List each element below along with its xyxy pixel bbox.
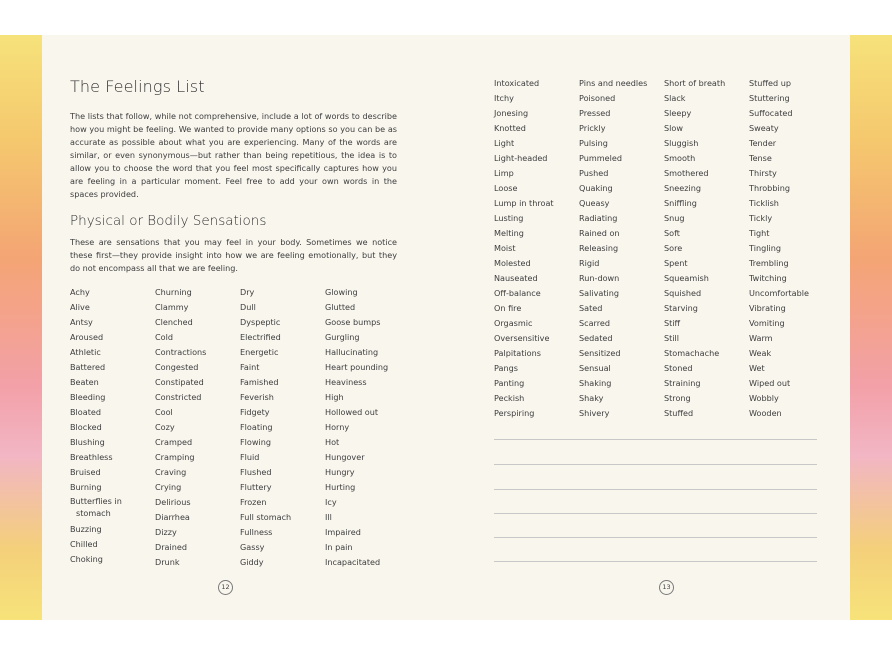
feeling-word: Sedated	[579, 333, 613, 343]
feeling-word: Shivery	[579, 408, 610, 418]
feeling-word: Tingling	[749, 243, 781, 253]
write-in-line[interactable]	[494, 537, 817, 538]
word-column-2	[155, 285, 206, 570]
feeling-word: Straining	[664, 378, 701, 388]
feeling-word: Light-headed	[494, 153, 548, 163]
feeling-word: High	[325, 392, 344, 402]
feeling-word: Glutted	[325, 302, 356, 312]
feeling-word: Palpitations	[494, 348, 541, 358]
feeling-word: Congested	[155, 362, 199, 372]
feeling-word: Floating	[240, 422, 273, 432]
feeling-word: Pummeled	[579, 153, 622, 163]
feeling-word: Blocked	[70, 422, 102, 432]
feeling-word: Rained on	[579, 228, 620, 238]
feeling-word: Chilled	[70, 539, 98, 549]
feeling-word: Smothered	[664, 168, 709, 178]
write-in-line[interactable]	[494, 464, 817, 465]
feeling-word: Clenched	[155, 317, 193, 327]
feeling-word: Lusting	[494, 213, 524, 223]
feeling-word: Energetic	[240, 347, 279, 357]
feeling-word: Frozen	[240, 497, 267, 507]
feeling-word: Rigid	[579, 258, 600, 268]
word-column-7	[664, 76, 725, 421]
feeling-word: Squeamish	[664, 273, 709, 283]
intro-paragraph: The lists that follow, while not comprehensive, include a lot of words to describe how you might be feeling. We wanted to provide many options so you can be as accurate as possible about what you are experiencing. Many of the words are similar, or even synonymous—but rather than being repetitious, the idea is to allow you to choose the word that you feel most specifically captures how you are feeling in a particular moment. Feel free to add your own words in the spaces provided.	[70, 111, 397, 199]
feeling-word: Giddy	[240, 557, 264, 567]
write-in-line[interactable]	[494, 513, 817, 514]
feeling-word: Quaking	[579, 183, 613, 193]
feeling-word: Bloated	[70, 407, 102, 417]
feeling-word: Contractions	[155, 347, 207, 357]
feeling-word: Nauseated	[494, 273, 538, 283]
feeling-word: Hurting	[325, 482, 356, 492]
feeling-word: Antsy	[70, 317, 93, 327]
feeling-word: Moist	[494, 243, 516, 253]
right-page	[446, 35, 850, 620]
feeling-word: Tense	[749, 153, 772, 163]
feeling-word: Stuttering	[749, 93, 790, 103]
feeling-word: Hallucinating	[325, 347, 379, 357]
feeling-word: Intoxicated	[494, 78, 540, 88]
write-in-line[interactable]	[494, 561, 817, 562]
feeling-word: Buzzing	[70, 524, 102, 534]
feeling-word: Still	[664, 333, 680, 343]
feeling-word: Suffocated	[749, 108, 793, 118]
feeling-word: Crying	[155, 482, 182, 492]
feeling-word: Hollowed out	[325, 407, 379, 417]
feeling-word: Panting	[494, 378, 525, 388]
feeling-word: Craving	[155, 467, 187, 477]
feeling-word: Constricted	[155, 392, 202, 402]
feeling-word: Sneezing	[664, 183, 701, 193]
feeling-word: Cramping	[155, 452, 195, 462]
feeling-word: Choking	[70, 554, 103, 564]
feeling-word: Lump in throat	[494, 198, 554, 208]
feeling-word: Hot	[325, 437, 340, 447]
feeling-word: Strong	[664, 393, 691, 403]
feeling-word: Drunk	[155, 557, 180, 567]
feeling-word: Famished	[240, 377, 279, 387]
feeling-word: Bruised	[70, 467, 101, 477]
feeling-word: Cold	[155, 332, 173, 342]
feeling-word: Wet	[749, 363, 765, 373]
feeling-word: Sated	[579, 303, 603, 313]
feeling-word: Vibrating	[749, 303, 786, 313]
feeling-word: Loose	[494, 183, 518, 193]
feeling-word: Uncomfortable	[749, 288, 809, 298]
left-edge-gradient	[0, 35, 42, 620]
feeling-word: Heart pounding	[325, 362, 389, 372]
feeling-word: Starving	[664, 303, 698, 313]
feeling-word: Tight	[749, 228, 770, 238]
feeling-word: Pangs	[494, 363, 518, 373]
feeling-word: Perspiring	[494, 408, 535, 418]
feeling-word: Itchy	[494, 93, 514, 103]
feeling-word: Wooden	[749, 408, 782, 418]
feeling-word: Sleepy	[664, 108, 692, 118]
feeling-word: Fidgety	[240, 407, 270, 417]
feeling-word: Sensual	[579, 363, 611, 373]
feeling-word: Sluggish	[664, 138, 699, 148]
feeling-word: Molested	[494, 258, 531, 268]
feeling-word: Dyspeptic	[240, 317, 281, 327]
feeling-word: Prickly	[579, 123, 606, 133]
feeling-word: Slow	[664, 123, 683, 133]
feeling-word: Jonesing	[494, 108, 529, 118]
feeling-word: Fluttery	[240, 482, 272, 492]
feeling-word: Sniffling	[664, 198, 697, 208]
feeling-word: Shaky	[579, 393, 604, 403]
word-column-4	[325, 285, 388, 570]
section-heading: Physical or Bodily Sensations	[70, 213, 267, 229]
feeling-word: Smooth	[664, 153, 696, 163]
feeling-word: Salivating	[579, 288, 620, 298]
feeling-word: Scarred	[579, 318, 610, 328]
feeling-word: Soft	[664, 228, 680, 238]
feeling-word: Dry	[240, 287, 255, 297]
feeling-word: Peckish	[494, 393, 525, 403]
feeling-word: Tickly	[749, 213, 773, 223]
feeling-word: Hungover	[325, 452, 365, 462]
feeling-word: Heaviness	[325, 377, 367, 387]
feeling-word: Cozy	[155, 422, 175, 432]
feeling-word: Run-down	[579, 273, 620, 283]
feeling-word: Achy	[70, 287, 90, 297]
feeling-word: Clammy	[155, 302, 189, 312]
page-number: 12	[218, 580, 233, 595]
word-column-1	[70, 285, 140, 567]
section-intro-paragraph: These are sensations that you may feel in your body. Sometimes we notice these first—they provide insight into how we are feeling emotionally, but they do not encompass all that we are feeling.	[70, 237, 397, 273]
feeling-word: Sensitized	[579, 348, 621, 358]
feeling-word: Poisoned	[579, 93, 616, 103]
feeling-word: Wobbly	[749, 393, 779, 403]
feeling-word: Horny	[325, 422, 350, 432]
feeling-word: Oversensitive	[494, 333, 550, 343]
feeling-word: Sweaty	[749, 123, 779, 133]
feeling-word: Slack	[664, 93, 686, 103]
feeling-word: Pulsing	[579, 138, 608, 148]
feeling-word: Snug	[664, 213, 685, 223]
feeling-word: Butterflies in stomach	[70, 496, 122, 518]
feeling-word: Diarrhea	[155, 512, 190, 522]
feeling-word: Full stomach	[240, 512, 292, 522]
feeling-word: Battered	[70, 362, 106, 372]
feeling-word: Glowing	[325, 287, 358, 297]
feeling-word: Spent	[664, 258, 688, 268]
feeling-word: Pins and needles	[579, 78, 648, 88]
feeling-word: Aroused	[70, 332, 104, 342]
feeling-word: Faint	[240, 362, 260, 372]
left-page	[42, 35, 446, 620]
book-spread	[42, 35, 850, 620]
feeling-word: Radiating	[579, 213, 618, 223]
feeling-word: Cramped	[155, 437, 193, 447]
feeling-word: Shaking	[579, 378, 612, 388]
feeling-word: Goose bumps	[325, 317, 381, 327]
feeling-word: Short of breath	[664, 78, 726, 88]
feeling-word: Wiped out	[749, 378, 791, 388]
feeling-word: Ticklish	[749, 198, 779, 208]
feeling-word: Burning	[70, 482, 102, 492]
feeling-word: Pushed	[579, 168, 609, 178]
feeling-word: Pressed	[579, 108, 611, 118]
feeling-word: Ill	[325, 512, 332, 522]
feeling-word: Limp	[494, 168, 514, 178]
feeling-word: Breathless	[70, 452, 113, 462]
feeling-word: Warm	[749, 333, 773, 343]
feeling-word: Vomiting	[749, 318, 785, 328]
feeling-word: Beaten	[70, 377, 99, 387]
feeling-word: Sore	[664, 243, 683, 253]
feeling-word: Off-balance	[494, 288, 541, 298]
feeling-word: Fullness	[240, 527, 273, 537]
feeling-word: Melting	[494, 228, 524, 238]
feeling-word: Weak	[749, 348, 772, 358]
feeling-word: Queasy	[579, 198, 610, 208]
feeling-word: Icy	[325, 497, 337, 507]
feeling-word: Delirious	[155, 497, 191, 507]
feeling-word: Flowing	[240, 437, 271, 447]
feeling-word: Athletic	[70, 347, 101, 357]
word-column-8	[749, 76, 809, 421]
feeling-word: Light	[494, 138, 515, 148]
feeling-word: Stomachache	[664, 348, 720, 358]
feeling-word: Stiff	[664, 318, 681, 328]
feeling-word: Stoned	[664, 363, 693, 373]
feeling-word: Churning	[155, 287, 192, 297]
feeling-word: Gurgling	[325, 332, 360, 342]
feeling-word: Bleeding	[70, 392, 106, 402]
feeling-word: Orgasmic	[494, 318, 533, 328]
feeling-word: Hungry	[325, 467, 355, 477]
feeling-word: Alive	[70, 302, 90, 312]
feeling-word: Electrified	[240, 332, 281, 342]
feeling-word: Knotted	[494, 123, 526, 133]
word-column-3	[240, 285, 291, 570]
word-column-6	[579, 76, 647, 421]
feeling-word: Squished	[664, 288, 702, 298]
feeling-word: Stuffed	[664, 408, 694, 418]
page-title: The Feelings List	[70, 77, 205, 96]
feeling-word: On fire	[494, 303, 522, 313]
feeling-word: Cool	[155, 407, 173, 417]
feeling-word: Gassy	[240, 542, 265, 552]
feeling-word: Releasing	[579, 243, 619, 253]
write-in-line[interactable]	[494, 489, 817, 490]
feeling-word: Incapacitated	[325, 557, 381, 567]
feeling-word: Stuffed up	[749, 78, 791, 88]
feeling-word: Dizzy	[155, 527, 177, 537]
write-in-line[interactable]	[494, 439, 817, 440]
feeling-word: Constipated	[155, 377, 204, 387]
feeling-word: Fluid	[240, 452, 260, 462]
feeling-word: Trembling	[749, 258, 789, 268]
feeling-word: In pain	[325, 542, 353, 552]
feeling-word: Dull	[240, 302, 256, 312]
feeling-word: Flushed	[240, 467, 272, 477]
feeling-word: Impaired	[325, 527, 361, 537]
feeling-word: Tender	[749, 138, 777, 148]
feeling-word: Thirsty	[749, 168, 777, 178]
feeling-word: Blushing	[70, 437, 105, 447]
page-number: 13	[659, 580, 674, 595]
word-column-5	[494, 76, 554, 421]
right-edge-gradient	[850, 35, 892, 620]
feeling-word: Feverish	[240, 392, 274, 402]
feeling-word: Twitching	[749, 273, 787, 283]
feeling-word: Drained	[155, 542, 188, 552]
feeling-word: Throbbing	[749, 183, 790, 193]
